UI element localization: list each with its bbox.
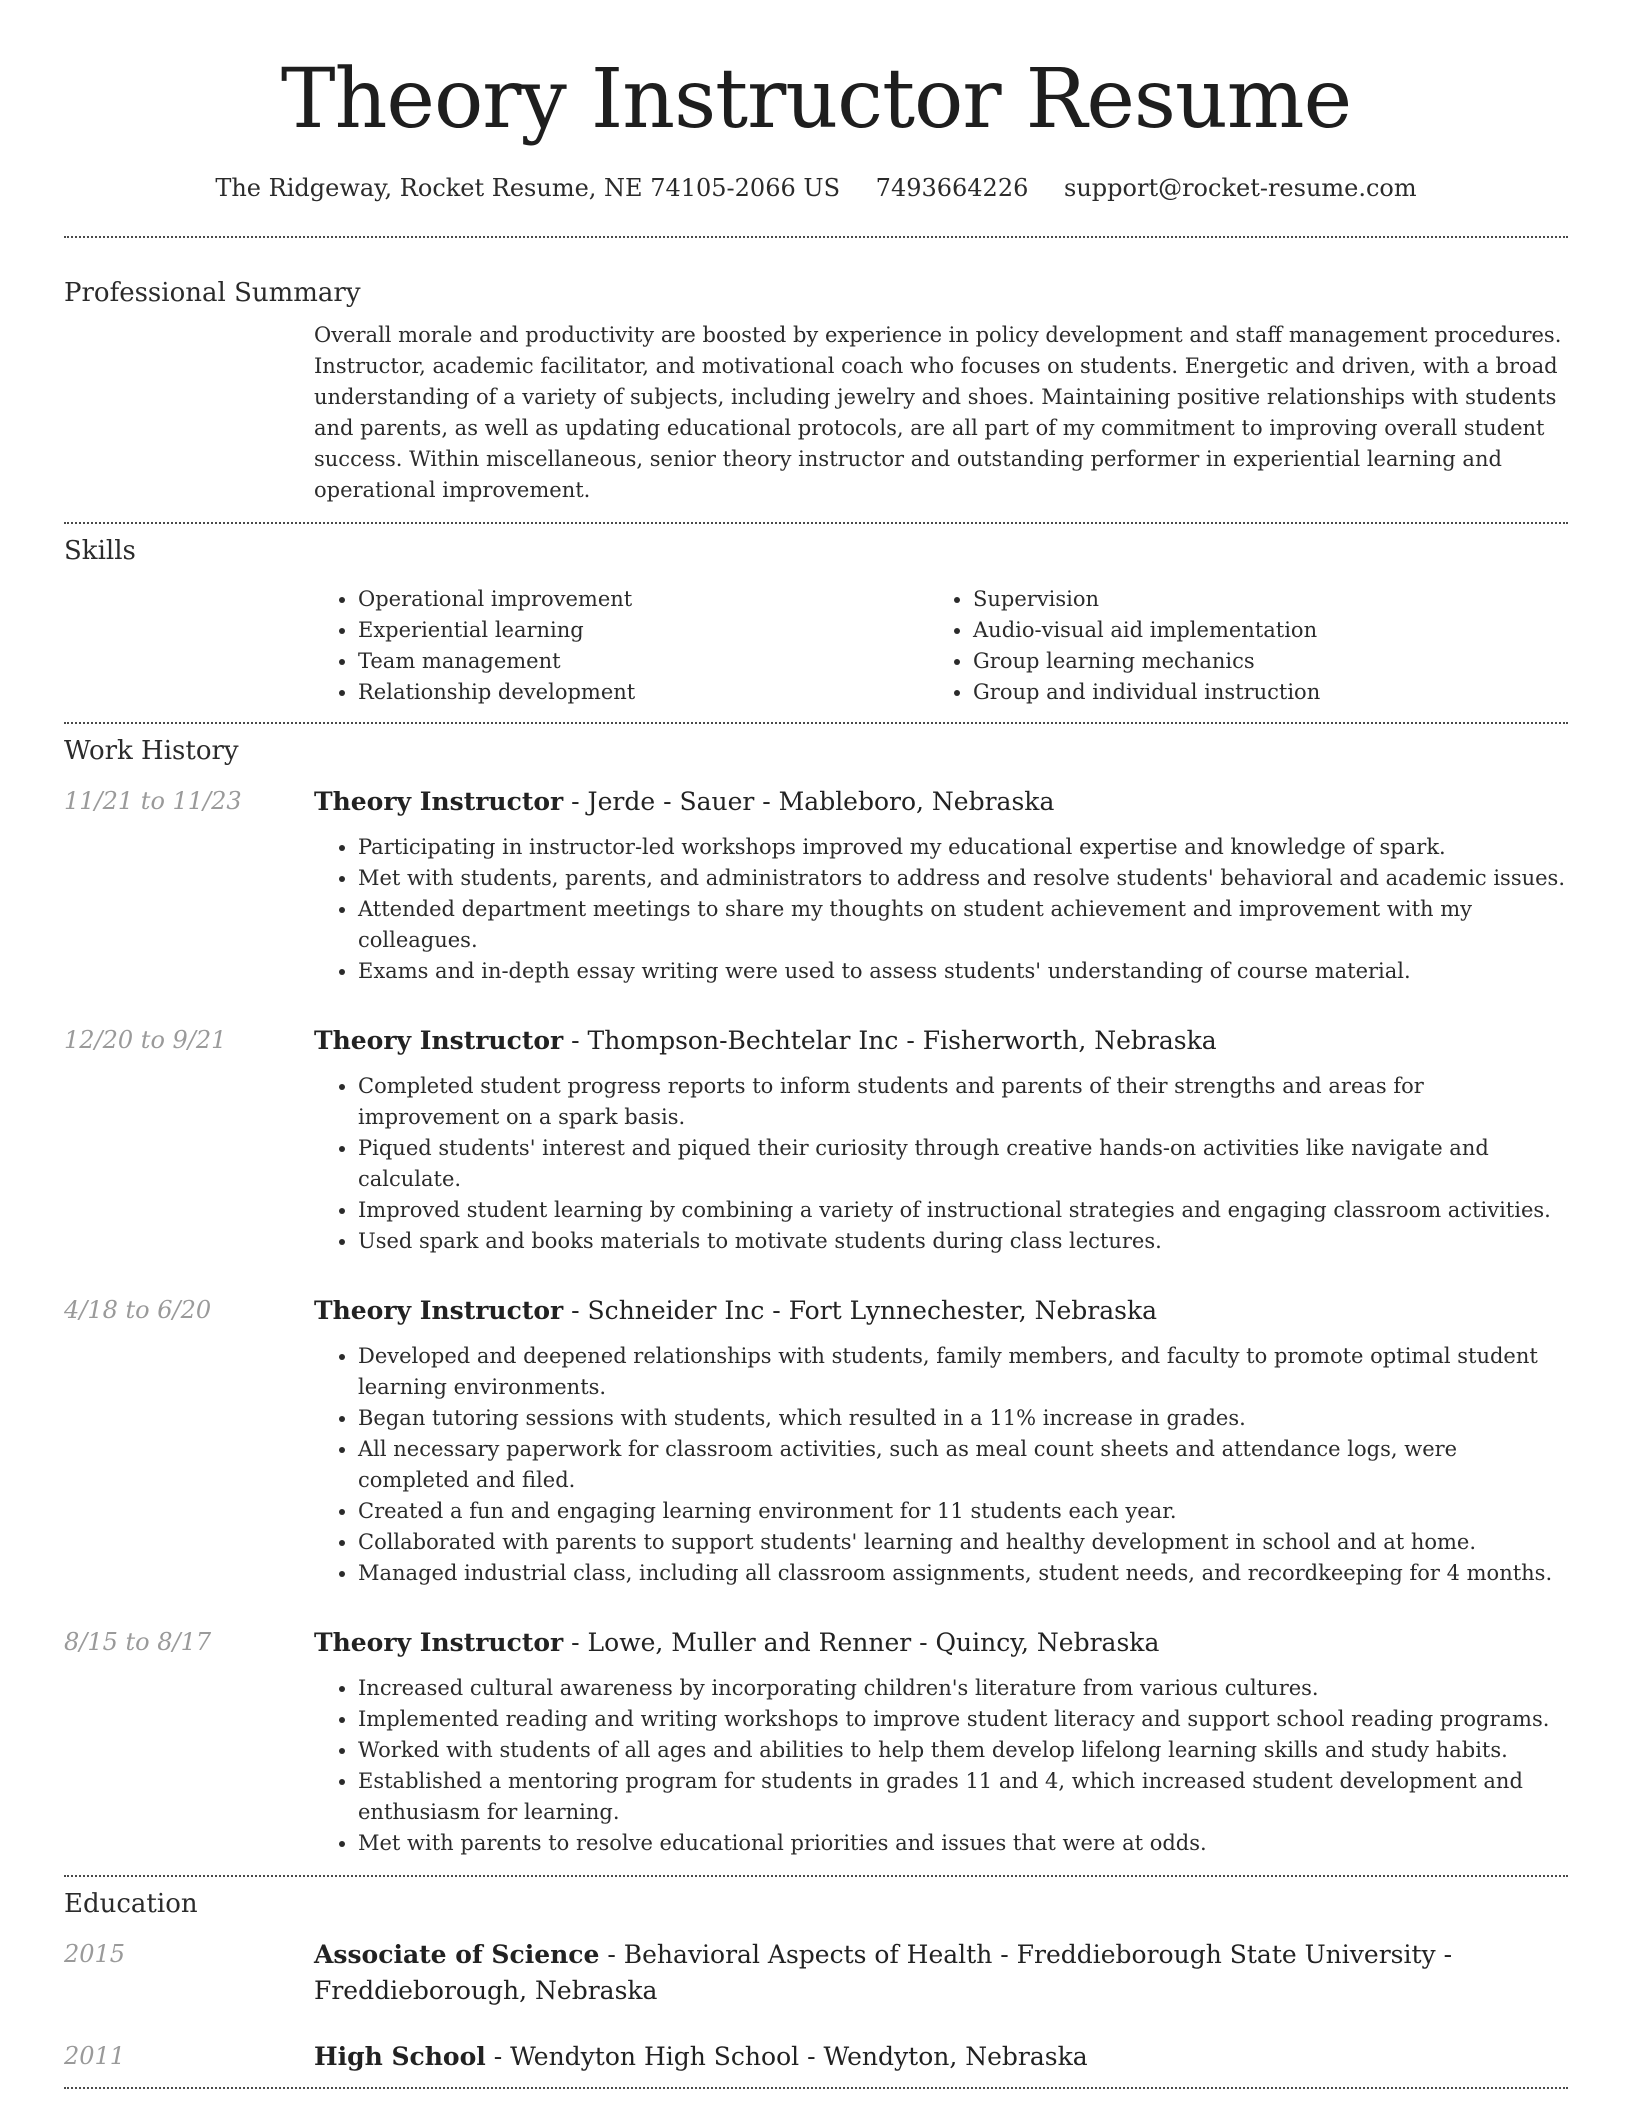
education-year: 2015 (64, 1940, 126, 1968)
skills-heading: Skills (64, 536, 136, 566)
job-title: Theory Instructor (314, 1296, 564, 1325)
list-item: • Met with students, parents, and administrators to address and resolve students' behavioral and academic issues. (358, 863, 1568, 894)
list-item: • Established a mentoring program for students in grades 11 and 4, which increased student development and enthusiasm for learning. (358, 1766, 1568, 1828)
list-item: • Piqued students' interest and piqued their curiosity through creative hands-on activities like navigate and calculate. (358, 1133, 1568, 1195)
education-degree: Associate of Science (314, 1940, 600, 1969)
job-entry (64, 1625, 1568, 1859)
list-item: • Met with parents to resolve educational priorities and issues that were at odds. (358, 1828, 1568, 1859)
job-title: Theory Instructor (314, 1026, 564, 1055)
work-section (0, 724, 1632, 1859)
contact-address: The Ridgeway, Rocket Resume, NE 74105-2066 US (215, 174, 841, 202)
list-item: • Experiential learning (358, 615, 929, 646)
education-year: 2011 (64, 2042, 126, 2070)
list-item: • Completed student progress reports to inform students and parents of their strengths and areas for improvement on a spark basis. (358, 1071, 1568, 1133)
list-item: • Participating in instructor-led workshops improved my educational expertise and knowledge of spark. (358, 832, 1568, 863)
job-dates: 12/20 to 9/21 (64, 1026, 227, 1054)
summary-heading: Professional Summary (64, 278, 361, 308)
job-details: - Jerde - Sauer - Mableboro, Nebraska (563, 787, 1055, 816)
list-item: • Collaborated with parents to support students' learning and healthy development in school and at home. (358, 1527, 1568, 1558)
list-item: • Group learning mechanics (973, 646, 1544, 677)
education-entry (64, 2039, 1568, 2075)
list-item: • Exams and in-depth essay writing were used to assess students' understanding of course material. (358, 956, 1568, 987)
summary-text: Overall morale and productivity are boosted by experience in policy development and staff management procedures. Instructor, academic facilitator, and motivational coach who focuses on students. Energetic and driven, with a broad understanding of a variety of subjects, including jewelry and shoes. Maintaining positive relationships with students and parents, as well as updating educational protocols, are all part of my commitment to improving overall student success. Within miscellaneous, senior theory instructor and outstanding performer in experiential learning and operational improvement. (314, 323, 1562, 502)
job-heading (314, 1625, 1568, 1661)
list-item: • Began tutoring sessions with students, which resulted in a 11% increase in grades. (358, 1403, 1568, 1434)
list-item: • Created a fun and engaging learning environment for 11 students each year. (358, 1496, 1568, 1527)
list-item: • Operational improvement (358, 584, 929, 615)
job-details: - Lowe, Muller and Renner - Quincy, Nebraska (563, 1628, 1160, 1657)
list-item: • Increased cultural awareness by incorporating children's literature from various cultures. (358, 1673, 1568, 1704)
list-item: • Worked with students of all ages and abilities to help them develop lifelong learning skills and study habits. (358, 1735, 1568, 1766)
list-item: • Relationship development (358, 677, 929, 708)
list-item: • All necessary paperwork for classroom activities, such as meal count sheets and attendance logs, were completed and filed. (358, 1434, 1568, 1496)
page-title: Theory Instructor Resume (280, 52, 1352, 147)
skills-list (314, 584, 1568, 722)
section-divider (64, 2087, 1568, 2089)
job-dates: 8/15 to 8/17 (64, 1628, 212, 1656)
job-dates: 4/18 to 6/20 (64, 1296, 212, 1324)
job-bullets (314, 832, 1568, 987)
education-entry (64, 1937, 1568, 2009)
job-details: - Thompson-Bechtelar Inc - Fisherworth, Nebraska (563, 1026, 1217, 1055)
list-item: • Audio-visual aid implementation (973, 615, 1544, 646)
skills-column-right (929, 584, 1544, 708)
skills-section (0, 524, 1632, 722)
resume-header (0, 0, 1632, 202)
job-entry (64, 784, 1568, 987)
contact-email: support@rocket-resume.com (1064, 174, 1417, 202)
list-item: • Attended department meetings to share my thoughts on student achievement and improvement with my colleagues. (358, 894, 1568, 956)
job-dates: 11/21 to 11/23 (64, 787, 242, 815)
education-degree: High School (314, 2042, 486, 2071)
job-title: Theory Instructor (314, 787, 564, 816)
contact-line (0, 174, 1632, 202)
education-details: - Behavioral Aspects of Health - Freddieborough State University - Freddieborough, Nebraska (314, 1940, 1453, 2005)
job-entry (64, 1023, 1568, 1257)
education-details: - Wendyton High School - Wendyton, Nebraska (485, 2042, 1088, 2071)
skills-column-left (314, 584, 929, 708)
job-entry (64, 1293, 1568, 1589)
job-bullets (314, 1341, 1568, 1589)
work-heading: Work History (64, 736, 239, 766)
job-heading (314, 1023, 1568, 1059)
education-heading-line (314, 2039, 1568, 2075)
list-item: • Team management (358, 646, 929, 677)
list-item: • Supervision (973, 584, 1544, 615)
list-item: • Group and individual instruction (973, 677, 1544, 708)
job-title: Theory Instructor (314, 1628, 564, 1657)
contact-phone: 7493664226 (875, 174, 1029, 202)
education-section (0, 1877, 1632, 2075)
education-heading: Education (64, 1889, 198, 1919)
summary-section (0, 238, 1632, 522)
job-heading (314, 784, 1568, 820)
list-item: • Implemented reading and writing workshops to improve student literacy and support school reading programs. (358, 1704, 1568, 1735)
job-details: - Schneider Inc - Fort Lynnechester, Nebraska (563, 1296, 1158, 1325)
list-item: • Developed and deepened relationships with students, family members, and faculty to promote optimal student learning environments. (358, 1341, 1568, 1403)
list-item: • Used spark and books materials to motivate students during class lectures. (358, 1226, 1568, 1257)
education-heading-line (314, 1937, 1568, 2009)
job-heading (314, 1293, 1568, 1329)
job-bullets (314, 1071, 1568, 1257)
list-item: • Managed industrial class, including all classroom assignments, student needs, and recordkeeping for 4 months. (358, 1558, 1568, 1589)
job-bullets (314, 1673, 1568, 1859)
list-item: • Improved student learning by combining a variety of instructional strategies and engaging classroom activities. (358, 1195, 1568, 1226)
